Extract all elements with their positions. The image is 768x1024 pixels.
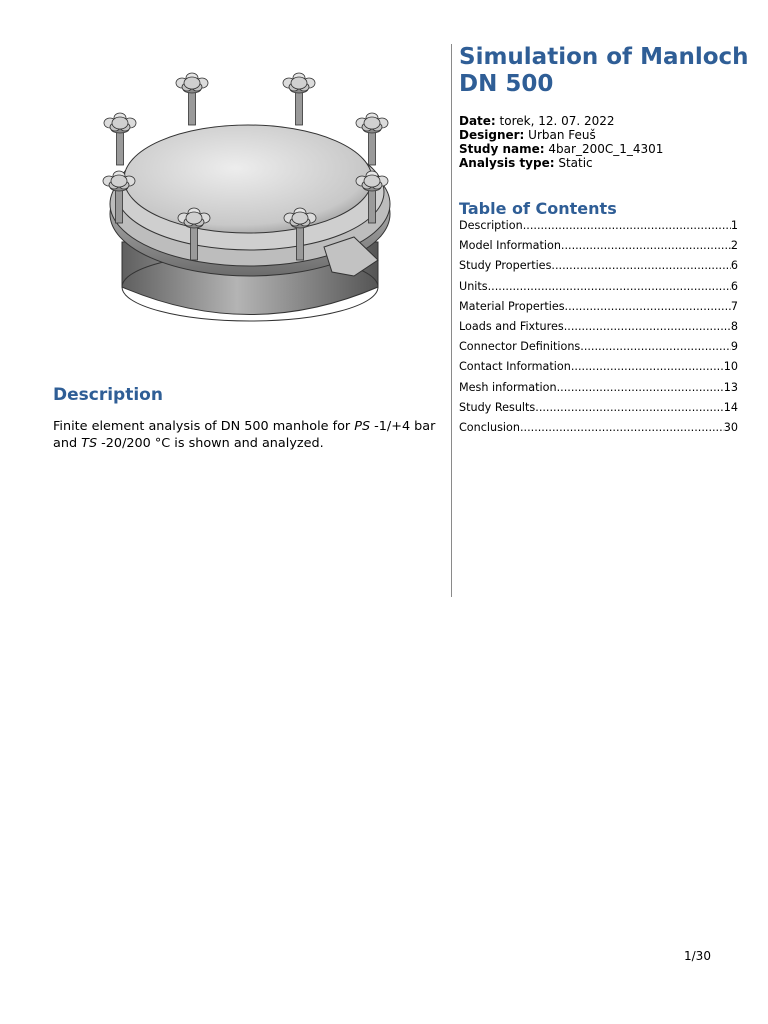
toc-label: Contact Information — [459, 360, 571, 374]
toc-page: 14 — [723, 400, 738, 414]
manhole-model-image — [82, 42, 418, 360]
toc-page: 1 — [730, 219, 738, 232]
toc-item-contact-information[interactable] — [459, 360, 738, 380]
toc-leader — [551, 259, 730, 272]
toc-leader — [565, 300, 731, 313]
toc-page: 8 — [730, 319, 738, 333]
toc-page: 30 — [723, 420, 738, 434]
toc-leader — [571, 360, 724, 373]
toc-leader — [523, 219, 731, 232]
toc-page: 9 — [730, 340, 738, 354]
analysis-type-label: Analysis type: — [459, 156, 555, 170]
report-title: Simulation of Manloch DN 500 — [459, 44, 749, 97]
toc-heading: Table of Contents — [459, 199, 617, 218]
toc-label: Study Results — [459, 400, 536, 414]
analysis-type-row — [459, 156, 663, 170]
date-value: torek, 12. 07. 2022 — [495, 114, 615, 128]
toc-item-description[interactable] — [459, 219, 738, 239]
study-meta — [459, 114, 663, 170]
toc-item-model-information[interactable] — [459, 239, 738, 259]
description-text-part-3: -20/200 °C is shown and analyzed. — [97, 435, 324, 451]
date-row — [459, 114, 663, 128]
toc-page: 13 — [723, 380, 738, 394]
toc-item-connector-definitions[interactable] — [459, 340, 738, 360]
description-heading: Description — [53, 385, 163, 405]
toc-item-mesh-information[interactable] — [459, 381, 738, 401]
toc-leader — [488, 280, 731, 293]
designer-row — [459, 128, 663, 142]
toc-leader — [564, 320, 731, 333]
toc-leader — [580, 340, 731, 353]
toc-item-units[interactable] — [459, 280, 738, 300]
description-text-part-1: Finite element analysis of DN 500 manhole for — [53, 418, 355, 434]
page-number: 1/30 — [684, 949, 711, 963]
designer-label: Designer: — [459, 128, 525, 142]
toc-item-loads-and-fixtures[interactable] — [459, 320, 738, 340]
ts-symbol: TS — [81, 435, 98, 451]
date-label: Date: — [459, 114, 496, 128]
toc-label: Units — [459, 279, 488, 293]
study-name-value: 4bar_200C_1_4301 — [544, 142, 664, 156]
toc-item-conclusion[interactable] — [459, 421, 738, 441]
toc-label: Study Properties — [459, 259, 552, 273]
toc-item-material-properties[interactable] — [459, 300, 738, 320]
toc-label: Conclusion — [459, 420, 520, 434]
toc-page: 2 — [730, 239, 738, 253]
toc-page: 7 — [730, 299, 738, 313]
toc-label: Mesh information — [459, 380, 557, 394]
toc-leader — [520, 421, 724, 434]
description-text-part-2: -1/+4 bar and — [53, 418, 436, 451]
toc-leader — [561, 239, 731, 252]
vertical-divider — [451, 44, 452, 597]
description-text — [53, 418, 438, 452]
study-name-row — [459, 142, 663, 156]
toc-item-study-results[interactable] — [459, 401, 738, 421]
designer-value: Urban Feuš — [524, 128, 596, 142]
toc-page: 10 — [723, 360, 738, 374]
toc-page: 6 — [730, 279, 738, 293]
toc-item-study-properties[interactable] — [459, 259, 738, 279]
toc-label: Connector Definitions — [459, 340, 581, 354]
toc-leader — [557, 381, 724, 394]
toc-leader — [535, 401, 723, 414]
toc-page: 6 — [730, 259, 738, 273]
analysis-type-value: Static — [554, 156, 593, 170]
ps-symbol: PS — [354, 418, 371, 434]
toc-label: Loads and Fixtures — [459, 319, 564, 333]
table-of-contents — [459, 219, 738, 441]
toc-label: Model Information — [459, 239, 561, 253]
toc-label: Description — [459, 219, 523, 232]
study-name-label: Study name: — [459, 142, 545, 156]
toc-label: Material Properties — [459, 299, 565, 313]
